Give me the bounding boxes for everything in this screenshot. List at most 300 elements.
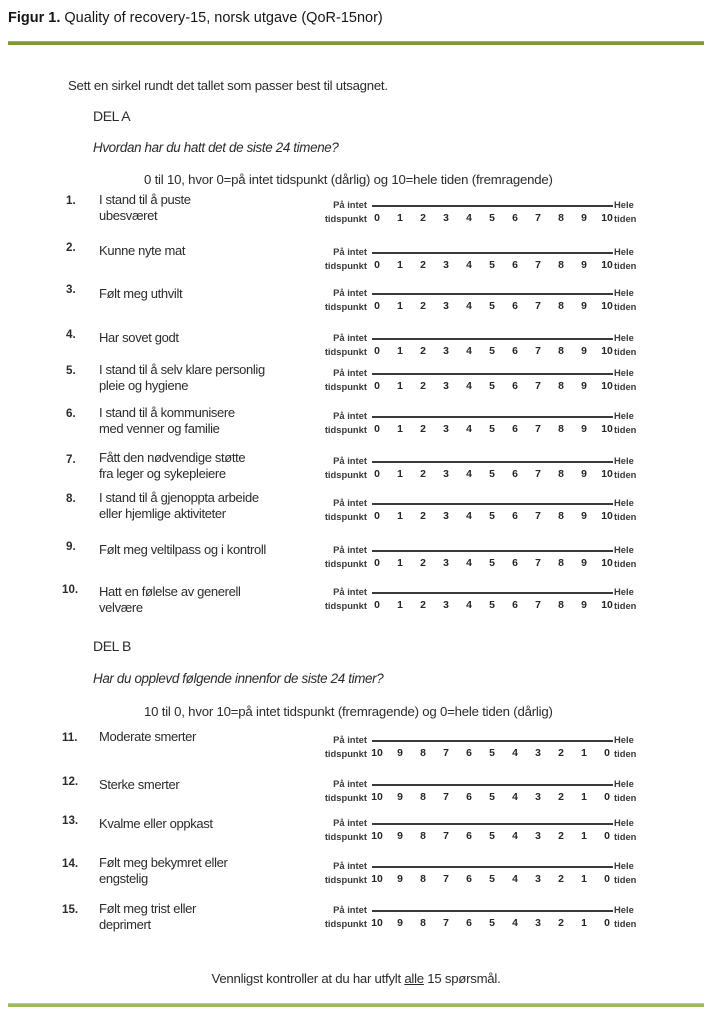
scale-anchor-right-bottom: tiden bbox=[614, 874, 637, 885]
scale-option-6[interactable]: 6 bbox=[512, 558, 518, 569]
likert-scale[interactable] bbox=[311, 497, 647, 527]
scale-option-5[interactable]: 5 bbox=[489, 792, 495, 803]
item-text-line: Moderate smerter bbox=[99, 729, 196, 744]
scale-option-6[interactable]: 6 bbox=[466, 918, 472, 929]
scale-option-3[interactable]: 3 bbox=[443, 600, 449, 611]
scale-option-9[interactable]: 9 bbox=[397, 792, 403, 803]
scale-option-6[interactable]: 6 bbox=[512, 301, 518, 312]
scale-option-2[interactable]: 2 bbox=[420, 469, 426, 480]
scale-top-row bbox=[311, 410, 647, 423]
part-range-a: 0 til 10, hvor 0=på intet tidspunkt (dårlig) og 10=hele tiden (fremragende) bbox=[144, 172, 553, 187]
scale-option-4[interactable]: 4 bbox=[466, 346, 472, 357]
likert-scale[interactable] bbox=[311, 199, 647, 229]
scale-tick-values bbox=[369, 424, 615, 435]
scale-option-6[interactable]: 6 bbox=[512, 600, 518, 611]
scale-anchor-left-bottom: tidspunkt bbox=[324, 831, 367, 842]
scale-anchor-right-bottom: tiden bbox=[614, 381, 637, 392]
scale-top-row bbox=[311, 860, 647, 873]
closing-note-after: 15 spørsmål. bbox=[423, 971, 501, 986]
likert-scale[interactable] bbox=[311, 544, 647, 574]
top-instruction: Sett en sirkel rundt det tallet som passer best til utsagnet. bbox=[68, 78, 388, 93]
scale-anchor-right-top: Hele bbox=[614, 410, 634, 421]
scale-anchor-left-bottom: tidspunkt bbox=[324, 213, 367, 224]
scale-option-9[interactable]: 9 bbox=[397, 918, 403, 929]
scale-bottom-row bbox=[311, 747, 647, 761]
scale-option-5[interactable]: 5 bbox=[489, 346, 495, 357]
scale-option-9[interactable]: 9 bbox=[581, 260, 587, 271]
scale-option-2[interactable]: 2 bbox=[420, 424, 426, 435]
scale-top-row bbox=[311, 586, 647, 599]
scale-option-4[interactable]: 4 bbox=[466, 381, 472, 392]
scale-option-2[interactable]: 2 bbox=[420, 558, 426, 569]
closing-note-before: Vennligst kontroller at du har utfylt bbox=[211, 971, 405, 986]
scale-option-9[interactable]: 9 bbox=[397, 874, 403, 885]
part-question-a: Hvordan har du hatt det de siste 24 timene? bbox=[93, 140, 339, 155]
likert-scale[interactable] bbox=[311, 734, 647, 764]
scale-option-9[interactable]: 9 bbox=[581, 346, 587, 357]
scale-option-6[interactable]: 6 bbox=[512, 511, 518, 522]
scale-option-6[interactable]: 6 bbox=[512, 424, 518, 435]
scale-anchor-left-top: På intet bbox=[333, 778, 367, 789]
scale-option-9[interactable]: 9 bbox=[581, 511, 587, 522]
scale-option-6[interactable]: 6 bbox=[512, 213, 518, 224]
scale-option-3[interactable]: 3 bbox=[443, 469, 449, 480]
scale-option-10[interactable]: 10 bbox=[601, 213, 613, 224]
scale-anchor-right-bottom: tiden bbox=[614, 301, 637, 312]
scale-anchor-right-bottom: tiden bbox=[614, 558, 637, 569]
page-title bbox=[8, 9, 704, 28]
scale-option-9[interactable]: 9 bbox=[397, 748, 403, 759]
scale-anchor-right-bottom: tiden bbox=[614, 346, 637, 357]
item-number: 5. bbox=[66, 364, 76, 377]
scale-option-2[interactable]: 2 bbox=[420, 301, 426, 312]
scale-anchor-right-top: Hele bbox=[614, 497, 634, 508]
scale-option-4[interactable]: 4 bbox=[512, 748, 518, 759]
scale-option-8[interactable]: 8 bbox=[558, 260, 564, 271]
item-text bbox=[99, 405, 304, 436]
scale-bottom-row bbox=[311, 259, 647, 273]
scale-tick-values bbox=[369, 381, 615, 392]
part-range-b: 10 til 0, hvor 10=på intet tidspunkt (fremragende) og 0=hele tiden (dårlig) bbox=[144, 704, 553, 719]
scale-option-9[interactable]: 9 bbox=[581, 600, 587, 611]
scale-anchor-left-bottom: tidspunkt bbox=[324, 511, 367, 522]
scale-option-1[interactable]: 1 bbox=[397, 424, 403, 435]
scale-anchor-right-top: Hele bbox=[614, 332, 634, 343]
scale-option-5[interactable]: 5 bbox=[489, 831, 495, 842]
scale-option-7[interactable]: 7 bbox=[535, 260, 541, 271]
scale-option-7[interactable]: 7 bbox=[535, 424, 541, 435]
scale-tick-values bbox=[369, 748, 615, 759]
scale-option-0[interactable]: 0 bbox=[604, 918, 610, 929]
scale-option-5[interactable]: 5 bbox=[489, 511, 495, 522]
scale-bottom-row bbox=[311, 423, 647, 437]
scale-option-5[interactable]: 5 bbox=[489, 213, 495, 224]
scale-anchor-right-bottom: tiden bbox=[614, 600, 637, 611]
scale-option-9[interactable]: 9 bbox=[581, 301, 587, 312]
scale-option-10[interactable]: 10 bbox=[601, 424, 613, 435]
scale-option-3[interactable]: 3 bbox=[535, 874, 541, 885]
scale-anchor-right-bottom: tiden bbox=[614, 748, 637, 759]
scale-anchor-right-top: Hele bbox=[614, 860, 634, 871]
item-number: 9. bbox=[66, 540, 76, 553]
scale-option-6[interactable]: 6 bbox=[512, 381, 518, 392]
scale-option-10[interactable]: 10 bbox=[371, 748, 383, 759]
scale-line bbox=[372, 461, 613, 463]
item-text-line: engstelig bbox=[99, 870, 148, 886]
scale-anchor-left-bottom: tidspunkt bbox=[324, 381, 367, 392]
scale-option-8[interactable]: 8 bbox=[558, 511, 564, 522]
scale-anchor-right-top: Hele bbox=[614, 246, 634, 257]
scale-option-5[interactable]: 5 bbox=[489, 748, 495, 759]
likert-scale[interactable] bbox=[311, 455, 647, 485]
scale-option-6[interactable]: 6 bbox=[466, 748, 472, 759]
scale-option-3[interactable]: 3 bbox=[443, 511, 449, 522]
scale-line bbox=[372, 252, 613, 254]
scale-option-8[interactable]: 8 bbox=[558, 558, 564, 569]
scale-top-row bbox=[311, 734, 647, 747]
item-text bbox=[99, 243, 304, 259]
item-text-line: Følt meg veltilpass og i kontroll bbox=[99, 542, 266, 557]
scale-option-7[interactable]: 7 bbox=[443, 918, 449, 929]
scale-option-7[interactable]: 7 bbox=[535, 600, 541, 611]
scale-option-2[interactable]: 2 bbox=[558, 918, 564, 929]
scale-option-5[interactable]: 5 bbox=[489, 558, 495, 569]
scale-option-8[interactable]: 8 bbox=[420, 792, 426, 803]
likert-scale[interactable] bbox=[311, 246, 647, 276]
scale-top-row bbox=[311, 287, 647, 300]
scale-option-7[interactable]: 7 bbox=[535, 558, 541, 569]
scale-bottom-row bbox=[311, 599, 647, 613]
scale-bottom-row bbox=[311, 510, 647, 524]
item-text bbox=[99, 286, 304, 302]
scale-option-6[interactable]: 6 bbox=[512, 260, 518, 271]
closing-note bbox=[0, 971, 712, 986]
scale-option-1[interactable]: 1 bbox=[397, 260, 403, 271]
scale-option-2[interactable]: 2 bbox=[558, 831, 564, 842]
scale-line bbox=[372, 866, 613, 868]
item-text-line: I stand til å gjenoppta arbeide bbox=[99, 490, 259, 505]
scale-option-3[interactable]: 3 bbox=[443, 301, 449, 312]
scale-option-3[interactable]: 3 bbox=[535, 918, 541, 929]
scale-option-5[interactable]: 5 bbox=[489, 301, 495, 312]
scale-option-8[interactable]: 8 bbox=[558, 301, 564, 312]
scale-option-8[interactable]: 8 bbox=[558, 346, 564, 357]
scale-option-4[interactable]: 4 bbox=[466, 511, 472, 522]
scale-option-3[interactable]: 3 bbox=[443, 213, 449, 224]
scale-top-row bbox=[311, 455, 647, 468]
scale-option-2[interactable]: 2 bbox=[420, 213, 426, 224]
scale-anchor-left-top: På intet bbox=[333, 586, 367, 597]
scale-option-0[interactable]: 0 bbox=[604, 792, 610, 803]
scale-anchor-left-bottom: tidspunkt bbox=[324, 260, 367, 271]
scale-option-10[interactable]: 10 bbox=[601, 301, 613, 312]
item-text-line: Har sovet godt bbox=[99, 330, 179, 345]
scale-option-7[interactable]: 7 bbox=[443, 831, 449, 842]
scale-anchor-left-top: På intet bbox=[333, 367, 367, 378]
scale-option-5[interactable]: 5 bbox=[489, 424, 495, 435]
scale-anchor-left-bottom: tidspunkt bbox=[324, 918, 367, 929]
scale-option-9[interactable]: 9 bbox=[581, 558, 587, 569]
part-heading-b: DEL B bbox=[93, 638, 131, 654]
scale-option-8[interactable]: 8 bbox=[420, 831, 426, 842]
scale-option-2[interactable]: 2 bbox=[420, 260, 426, 271]
scale-option-0[interactable]: 0 bbox=[374, 213, 380, 224]
likert-scale[interactable] bbox=[311, 904, 647, 934]
scale-option-3[interactable]: 3 bbox=[535, 792, 541, 803]
likert-scale[interactable] bbox=[311, 860, 647, 890]
scale-option-0[interactable]: 0 bbox=[374, 558, 380, 569]
scale-option-5[interactable]: 5 bbox=[489, 874, 495, 885]
scale-anchor-right-top: Hele bbox=[614, 586, 634, 597]
scale-option-10[interactable]: 10 bbox=[371, 831, 383, 842]
scale-option-0[interactable]: 0 bbox=[374, 469, 380, 480]
scale-option-5[interactable]: 5 bbox=[489, 918, 495, 929]
scale-option-2[interactable]: 2 bbox=[420, 381, 426, 392]
scale-anchor-left-top: På intet bbox=[333, 860, 367, 871]
scale-anchor-left-bottom: tidspunkt bbox=[324, 346, 367, 357]
scale-anchor-right-top: Hele bbox=[614, 904, 634, 915]
scale-option-0[interactable]: 0 bbox=[374, 260, 380, 271]
scale-option-3[interactable]: 3 bbox=[535, 831, 541, 842]
scale-option-8[interactable]: 8 bbox=[558, 381, 564, 392]
scale-top-row bbox=[311, 778, 647, 791]
scale-option-6[interactable]: 6 bbox=[512, 346, 518, 357]
scale-option-0[interactable]: 0 bbox=[374, 600, 380, 611]
scale-option-0[interactable]: 0 bbox=[374, 381, 380, 392]
scale-option-1[interactable]: 1 bbox=[397, 381, 403, 392]
scale-bottom-row bbox=[311, 830, 647, 844]
scale-option-1[interactable]: 1 bbox=[581, 918, 587, 929]
scale-line bbox=[372, 293, 613, 295]
scale-anchor-left-bottom: tidspunkt bbox=[324, 748, 367, 759]
scale-option-7[interactable]: 7 bbox=[443, 748, 449, 759]
scale-option-9[interactable]: 9 bbox=[581, 213, 587, 224]
scale-anchor-left-bottom: tidspunkt bbox=[324, 600, 367, 611]
scale-option-3[interactable]: 3 bbox=[443, 558, 449, 569]
scale-anchor-left-top: På intet bbox=[333, 287, 367, 298]
scale-option-5[interactable]: 5 bbox=[489, 260, 495, 271]
scale-option-2[interactable]: 2 bbox=[420, 511, 426, 522]
scale-option-7[interactable]: 7 bbox=[535, 381, 541, 392]
scale-option-7[interactable]: 7 bbox=[535, 301, 541, 312]
scale-option-10[interactable]: 10 bbox=[371, 918, 383, 929]
scale-option-4[interactable]: 4 bbox=[466, 558, 472, 569]
item-text-line: I stand til å selv klare personlig bbox=[99, 362, 265, 377]
scale-bottom-row bbox=[311, 917, 647, 931]
item-number: 15. bbox=[62, 903, 79, 916]
figure-label: Figur 1. bbox=[8, 10, 61, 26]
scale-option-3[interactable]: 3 bbox=[443, 346, 449, 357]
scale-option-0[interactable]: 0 bbox=[374, 424, 380, 435]
scale-option-3[interactable]: 3 bbox=[443, 424, 449, 435]
scale-option-8[interactable]: 8 bbox=[558, 600, 564, 611]
scale-option-9[interactable]: 9 bbox=[397, 831, 403, 842]
likert-scale[interactable] bbox=[311, 778, 647, 808]
scale-option-3[interactable]: 3 bbox=[443, 260, 449, 271]
scale-option-8[interactable]: 8 bbox=[558, 213, 564, 224]
scale-line bbox=[372, 416, 613, 418]
scale-top-row bbox=[311, 497, 647, 510]
scale-option-1[interactable]: 1 bbox=[397, 511, 403, 522]
scale-option-2[interactable]: 2 bbox=[558, 748, 564, 759]
scale-option-1[interactable]: 1 bbox=[581, 831, 587, 842]
scale-option-4[interactable]: 4 bbox=[466, 469, 472, 480]
likert-scale[interactable] bbox=[311, 287, 647, 317]
item-text-line: Sterke smerter bbox=[99, 777, 180, 792]
scale-option-1[interactable]: 1 bbox=[397, 558, 403, 569]
scale-line bbox=[372, 592, 613, 594]
likert-scale[interactable] bbox=[311, 332, 647, 362]
scale-option-0[interactable]: 0 bbox=[374, 346, 380, 357]
figure-header bbox=[8, 9, 704, 28]
scale-option-9[interactable]: 9 bbox=[581, 424, 587, 435]
scale-option-6[interactable]: 6 bbox=[466, 831, 472, 842]
scale-line bbox=[372, 740, 613, 742]
item-number: 2. bbox=[66, 241, 76, 254]
item-text bbox=[99, 542, 304, 558]
scale-tick-values bbox=[369, 918, 615, 929]
scale-bottom-row bbox=[311, 380, 647, 394]
scale-option-1[interactable]: 1 bbox=[397, 213, 403, 224]
scale-option-4[interactable]: 4 bbox=[512, 831, 518, 842]
scale-option-3[interactable]: 3 bbox=[535, 748, 541, 759]
scale-option-4[interactable]: 4 bbox=[466, 301, 472, 312]
scale-option-8[interactable]: 8 bbox=[420, 918, 426, 929]
item-text-line: velvære bbox=[99, 599, 143, 615]
scale-anchor-right-top: Hele bbox=[614, 778, 634, 789]
scale-option-4[interactable]: 4 bbox=[512, 792, 518, 803]
scale-option-1[interactable]: 1 bbox=[397, 600, 403, 611]
scale-option-5[interactable]: 5 bbox=[489, 469, 495, 480]
scale-option-9[interactable]: 9 bbox=[581, 381, 587, 392]
scale-option-7[interactable]: 7 bbox=[535, 346, 541, 357]
scale-tick-values bbox=[369, 469, 615, 480]
item-text-line: eller hjemlige aktiviteter bbox=[99, 505, 226, 521]
item-text-line: deprimert bbox=[99, 916, 151, 932]
scale-anchor-right-top: Hele bbox=[614, 734, 634, 745]
scale-option-10[interactable]: 10 bbox=[601, 600, 613, 611]
scale-option-2[interactable]: 2 bbox=[420, 600, 426, 611]
scale-option-8[interactable]: 8 bbox=[558, 424, 564, 435]
item-number: 10. bbox=[62, 583, 79, 596]
likert-scale[interactable] bbox=[311, 367, 647, 397]
scale-tick-values bbox=[369, 346, 615, 357]
scale-option-5[interactable]: 5 bbox=[489, 381, 495, 392]
scale-option-7[interactable]: 7 bbox=[535, 469, 541, 480]
scale-anchor-left-bottom: tidspunkt bbox=[324, 469, 367, 480]
scale-option-10[interactable]: 10 bbox=[371, 792, 383, 803]
scale-option-2[interactable]: 2 bbox=[420, 346, 426, 357]
scale-option-7[interactable]: 7 bbox=[443, 792, 449, 803]
scale-option-10[interactable]: 10 bbox=[601, 381, 613, 392]
scale-option-1[interactable]: 1 bbox=[397, 301, 403, 312]
scale-option-0[interactable]: 0 bbox=[374, 301, 380, 312]
scale-option-2[interactable]: 2 bbox=[558, 792, 564, 803]
scale-option-8[interactable]: 8 bbox=[558, 469, 564, 480]
scale-line bbox=[372, 503, 613, 505]
item-number: 11. bbox=[62, 731, 78, 744]
item-text-line: Følt meg bekymret eller bbox=[99, 855, 228, 870]
scale-option-8[interactable]: 8 bbox=[420, 874, 426, 885]
item-text bbox=[99, 490, 304, 521]
scale-option-7[interactable]: 7 bbox=[535, 213, 541, 224]
scale-anchor-left-top: På intet bbox=[333, 332, 367, 343]
scale-option-0[interactable]: 0 bbox=[604, 748, 610, 759]
scale-tick-values bbox=[369, 874, 615, 885]
scale-tick-values bbox=[369, 831, 615, 842]
footer-divider bbox=[8, 1003, 704, 1007]
scale-option-1[interactable]: 1 bbox=[397, 469, 403, 480]
scale-option-4[interactable]: 4 bbox=[512, 918, 518, 929]
scale-line bbox=[372, 910, 613, 912]
scale-anchor-left-bottom: tidspunkt bbox=[324, 792, 367, 803]
scale-option-0[interactable]: 0 bbox=[604, 874, 610, 885]
scale-anchor-right-bottom: tiden bbox=[614, 792, 637, 803]
scale-option-7[interactable]: 7 bbox=[535, 511, 541, 522]
figure-title-text: Quality of recovery-15, norsk utgave (QoR-15nor) bbox=[64, 10, 383, 26]
scale-anchor-left-bottom: tidspunkt bbox=[324, 558, 367, 569]
scale-option-9[interactable]: 9 bbox=[581, 469, 587, 480]
header-divider bbox=[8, 41, 704, 45]
scale-anchor-right-bottom: tiden bbox=[614, 511, 637, 522]
scale-option-6[interactable]: 6 bbox=[466, 792, 472, 803]
scale-bottom-row bbox=[311, 345, 647, 359]
scale-option-1[interactable]: 1 bbox=[397, 346, 403, 357]
scale-option-7[interactable]: 7 bbox=[443, 874, 449, 885]
scale-option-4[interactable]: 4 bbox=[466, 260, 472, 271]
scale-option-1[interactable]: 1 bbox=[581, 748, 587, 759]
scale-option-2[interactable]: 2 bbox=[558, 874, 564, 885]
scale-option-6[interactable]: 6 bbox=[512, 469, 518, 480]
scale-tick-values bbox=[369, 792, 615, 803]
likert-scale[interactable] bbox=[311, 817, 647, 847]
item-text-line: Følt meg trist eller bbox=[99, 901, 197, 916]
scale-option-3[interactable]: 3 bbox=[443, 381, 449, 392]
scale-option-10[interactable]: 10 bbox=[601, 469, 613, 480]
scale-anchor-left-bottom: tidspunkt bbox=[324, 301, 367, 312]
scale-tick-values bbox=[369, 558, 615, 569]
scale-anchor-right-bottom: tiden bbox=[614, 831, 637, 842]
scale-option-10[interactable]: 10 bbox=[601, 558, 613, 569]
scale-anchor-left-top: På intet bbox=[333, 904, 367, 915]
scale-option-0[interactable]: 0 bbox=[604, 831, 610, 842]
scale-option-10[interactable]: 10 bbox=[601, 260, 613, 271]
scale-line bbox=[372, 550, 613, 552]
scale-option-10[interactable]: 10 bbox=[371, 874, 383, 885]
scale-option-1[interactable]: 1 bbox=[581, 874, 587, 885]
item-number: 13. bbox=[62, 814, 79, 827]
item-text bbox=[99, 584, 304, 615]
scale-option-10[interactable]: 10 bbox=[601, 511, 613, 522]
scale-option-1[interactable]: 1 bbox=[581, 792, 587, 803]
scale-option-4[interactable]: 4 bbox=[466, 600, 472, 611]
scale-option-6[interactable]: 6 bbox=[466, 874, 472, 885]
likert-scale[interactable] bbox=[311, 586, 647, 616]
scale-option-4[interactable]: 4 bbox=[512, 874, 518, 885]
scale-option-10[interactable]: 10 bbox=[601, 346, 613, 357]
item-text bbox=[99, 816, 304, 832]
part-heading-a: DEL A bbox=[93, 108, 131, 124]
item-number: 12. bbox=[62, 775, 79, 788]
item-text bbox=[99, 901, 304, 932]
scale-option-4[interactable]: 4 bbox=[466, 213, 472, 224]
item-number: 4. bbox=[66, 328, 76, 341]
scale-option-8[interactable]: 8 bbox=[420, 748, 426, 759]
scale-option-0[interactable]: 0 bbox=[374, 511, 380, 522]
likert-scale[interactable] bbox=[311, 410, 647, 440]
scale-option-5[interactable]: 5 bbox=[489, 600, 495, 611]
scale-option-4[interactable]: 4 bbox=[466, 424, 472, 435]
